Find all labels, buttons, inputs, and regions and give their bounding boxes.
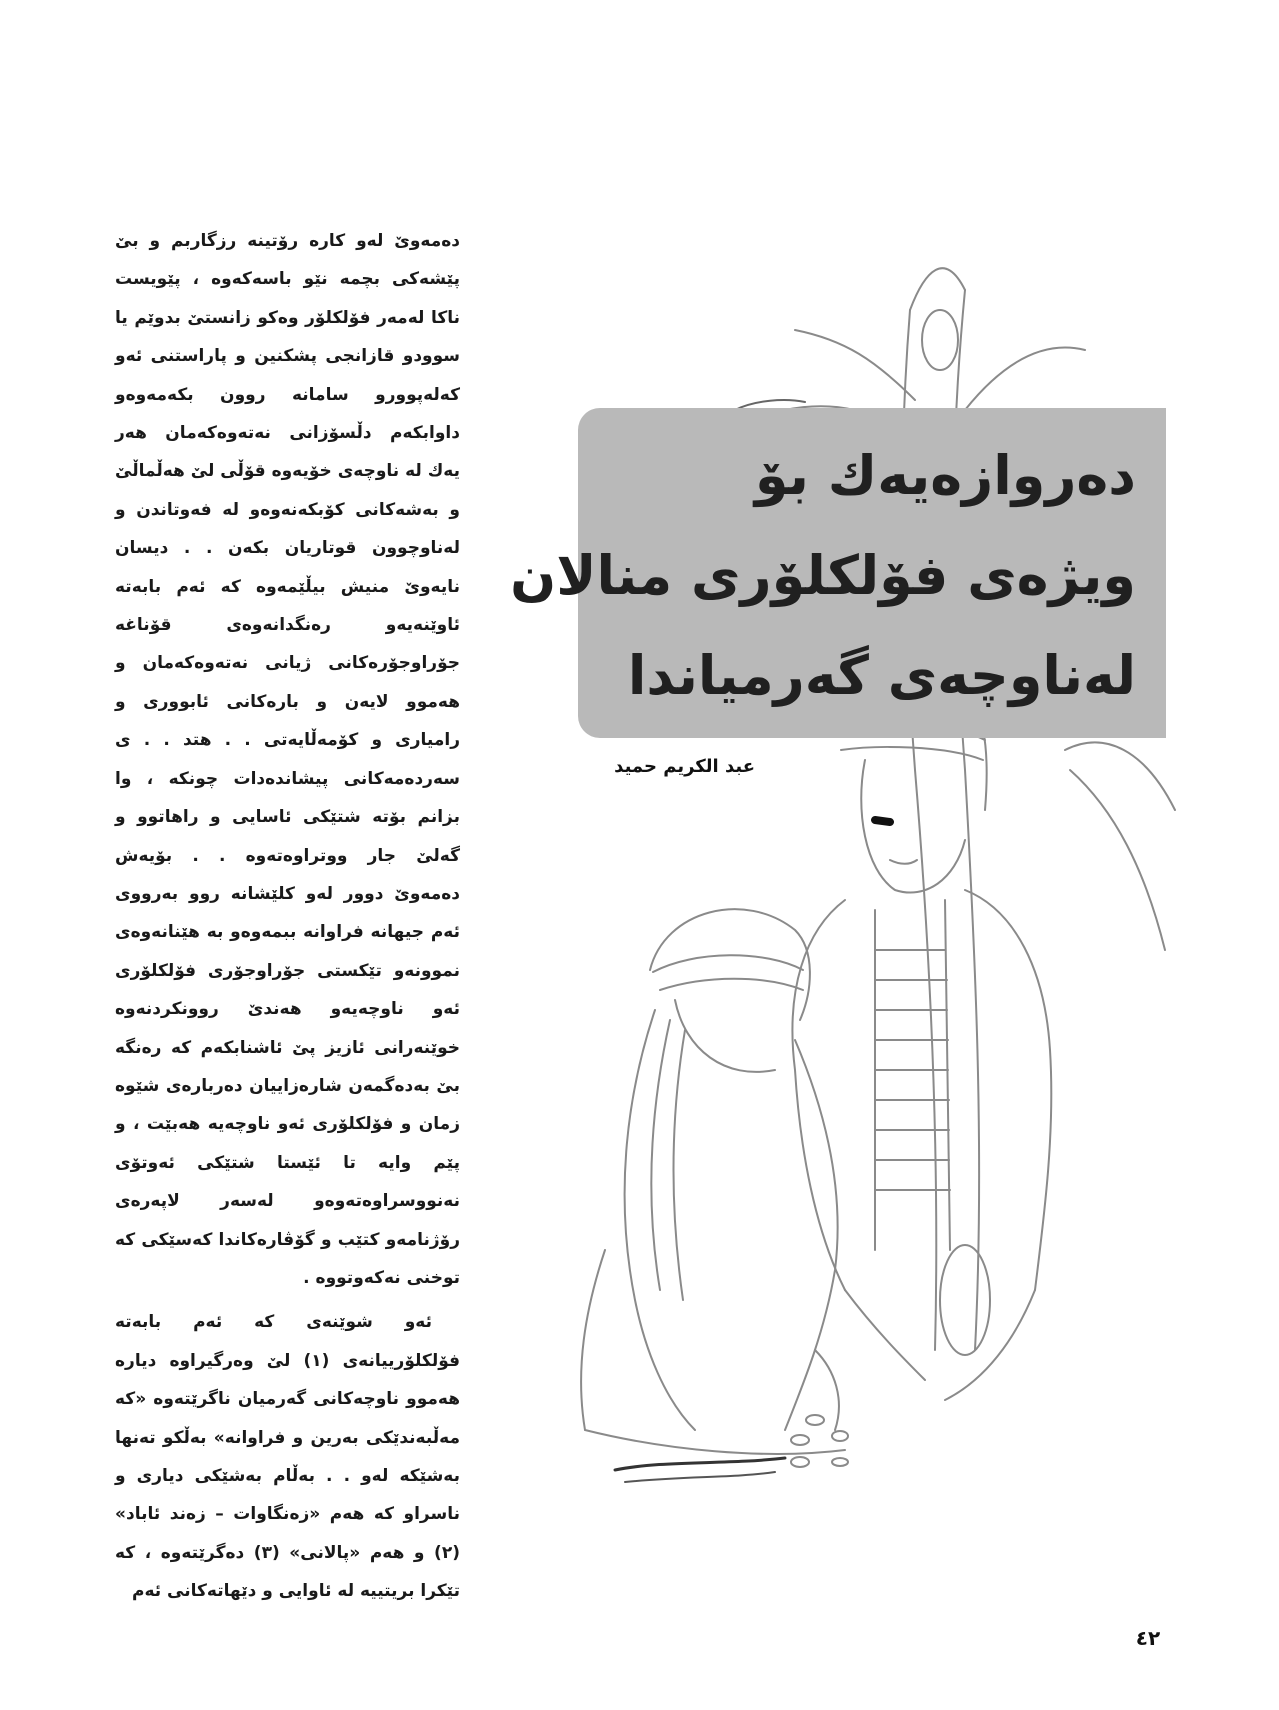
title-line-1: دەروازەیەك بۆ <box>754 444 1136 507</box>
body-paragraph-2: ئەو شوێنەی كە ئەم بابەتە فۆلكلۆرییانەی (١) لێ وەرگیراوە دیارە هەموو ناوچەكانی گەرمیان ناگرێتەوە «كە مەڵبەندێكی بەرین و فراوانە» بەڵكو تەنها بەشێكە لەو . . بەڵام بەشێكی دیاری و ناسراو كە هەم «زەنگاوات – زەند ئاباد» (٢) و هەم «پالانی» (٣) دەگرێتەوە ، كە تێكرا بریتییە لە ئاوایی و دێهاتەكانی ئەم <box>115 1312 460 1602</box>
title-line-3: لەناوچەی گەرمیاندا <box>627 644 1136 707</box>
body-paragraph-1: دەمەوێ لەو كارە رۆتینە رزگاربم و بێ پێشەكی بچمە نێو باسەكەوە ، پێویست ناكا لەمەر فۆلكلۆر وەكو زانستێ بدوێم یا سوودو قازانجی پشكنین و پاراستنی ئەو كەلەپوورو سامانە روون بكەمەوەو داوابكەم دڵسۆزانی نەتەوەكەمان هەر یەك لە ناوچەی خۆیەوە قۆڵی لێ هەڵماڵێ و بەشەكانی كۆبكەنەوەو لە فەوتاندن و لەناوچوون قوتاریان بكەن . . دیسان نایەوێ منیش بیڵێمەوە كە ئەم بابەتە ئاوێنەیەو رەنگدانەوەی قۆناغە جۆراوجۆرەكانی ژیانی نەتەوەكەمان و هەموو لایەن و بارەكانی ئابووری و رامیاری و كۆمەڵایەتی . . هتد . . ی سەردەمەكانی پیشاندەدات چونكە ، وا بزانم بۆتە شتێكی ئاسایی و راهاتوو و گەلێ جار ووتراوەتەوە . . بۆیەش دەمەوێ دوور لەو كلێشانە روو بەرووی ئەم جیهانە فراوانە ببمەوەو بە هێنانەوەی نموونەو تێكستی جۆراوجۆری فۆلكلۆری ئەو ناوچەیەو هەندێ روونكردنەوە خوێنەرانی ئازیز پێ ئاشنابكەم كە رەنگە بێ بەدەگمەن شارەزاییان دەربارەی شێوە زمان و فۆلكلۆری ئەو ناوچەیە هەبێت ، و پێم وایە تا ئێستا شتێكی ئەوتۆی نەنووسراوەتەوەو لەسەر لاپەرەی رۆژنامەو كتێب و گۆڤارەكاندا كەسێكی كە توخنی نەكەوتووە . <box>115 231 460 1288</box>
title-line-2: ویژەی فۆلكلۆری منالان <box>510 544 1136 607</box>
page-number: ٤٢ <box>1135 1626 1161 1650</box>
article-title-banner <box>510 408 1166 738</box>
author-name: عبد الكريم حميد <box>614 756 755 777</box>
article-body <box>115 222 460 1611</box>
